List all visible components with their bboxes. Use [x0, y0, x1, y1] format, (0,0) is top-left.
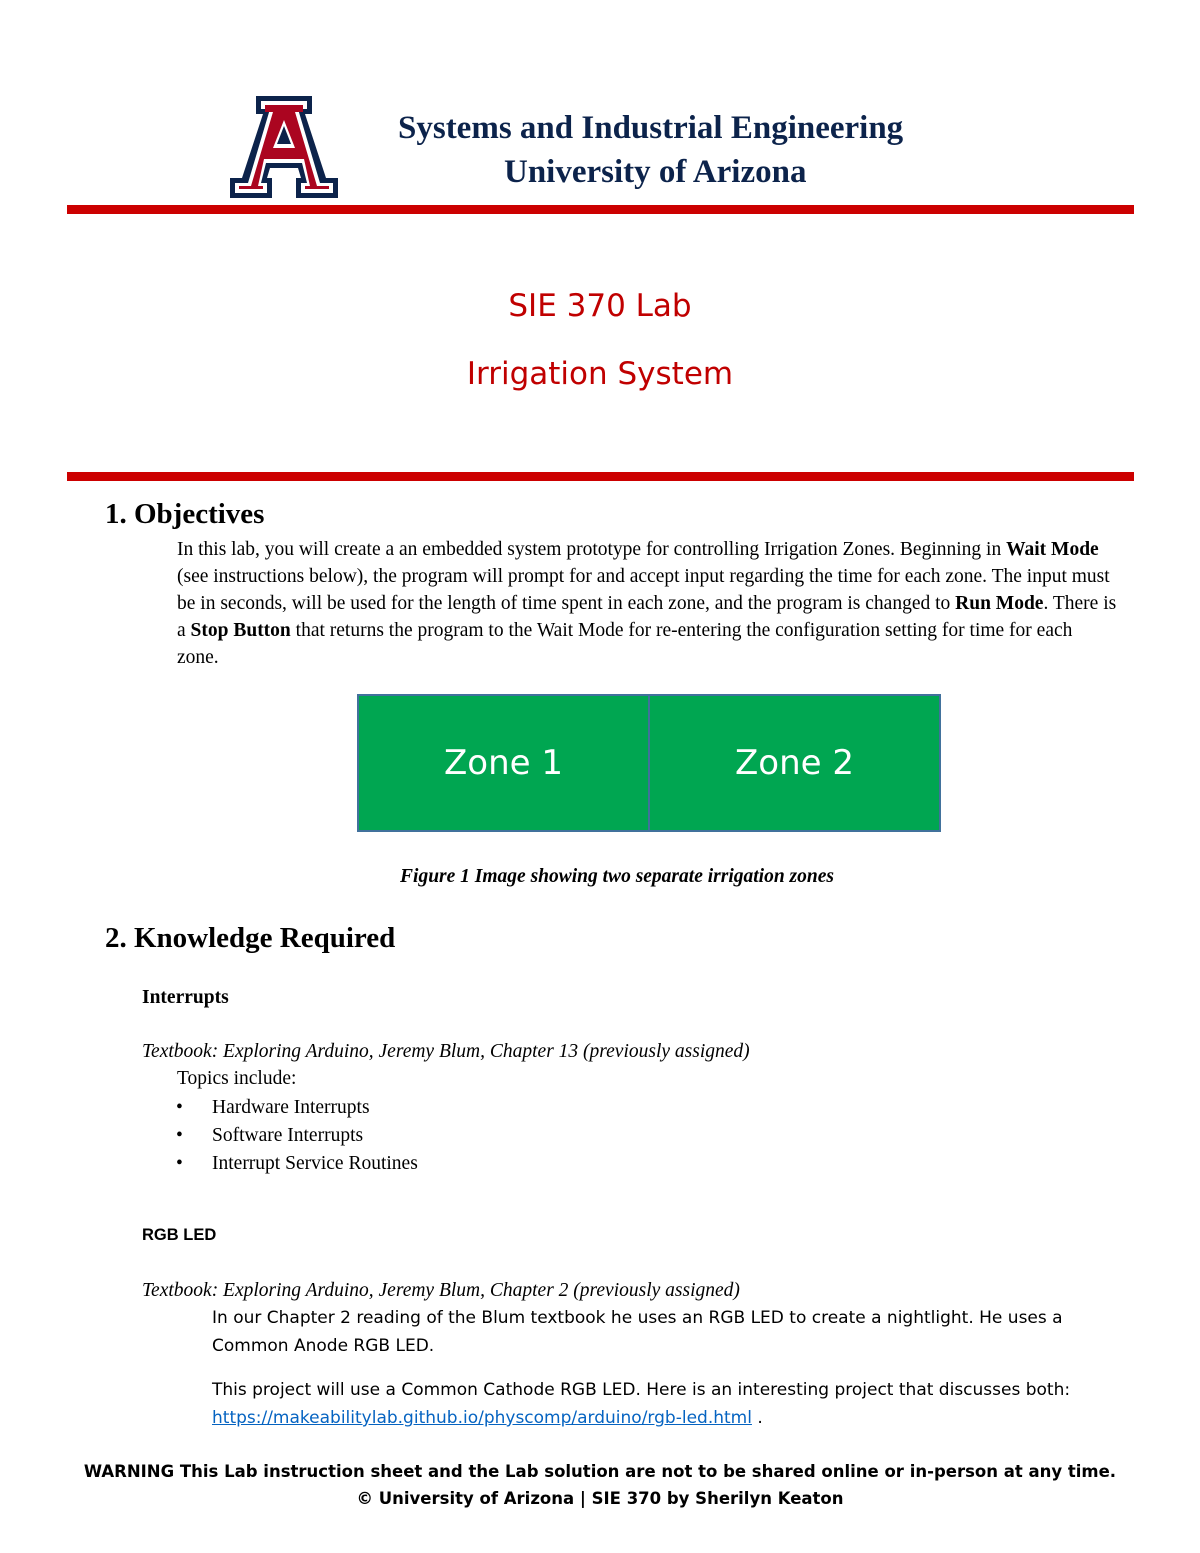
objectives-text: that returns the program to the Wait Mode for re-entering the configuration setting for time for each zone. [177, 620, 1073, 668]
university-name: University of Arizona [504, 154, 807, 190]
objectives-paragraph [177, 536, 1117, 671]
objectives-text: In this lab, you will create a an embedded system prototype for controlling Irrigation Zones. Beginning in [177, 539, 1007, 560]
subheading-interrupts: Interrupts [142, 987, 229, 1008]
link-suffix: . [751, 1408, 763, 1428]
wait-mode-term: Wait Mode [1006, 539, 1099, 560]
topics-label: Topics include: [177, 1068, 297, 1089]
bullet-icon: • [176, 1097, 183, 1118]
topic-text: Hardware Interrupts [212, 1097, 370, 1118]
list-item [172, 1094, 418, 1122]
department-name: Systems and Industrial Engineering [398, 110, 904, 146]
objectives-text: . There is a [177, 593, 1117, 641]
rgb-paragraph-1: In our Chapter 2 reading of the Blum textbook he uses an RGB LED to create a nightlight. He uses a Common Anode RGB LED. [212, 1308, 1063, 1356]
list-item [172, 1122, 418, 1150]
footer-warning: WARNING This Lab instruction sheet and the Lab solution are not to be shared online or in-person at any time. [83, 1462, 1117, 1481]
list-item [172, 1150, 418, 1178]
university-of-arizona-a-logo [228, 96, 340, 198]
section-heading-knowledge: 2. Knowledge Required [105, 922, 396, 954]
interrupts-textbook-reference: Textbook: Exploring Arduino, Jeremy Blum, Chapter 13 (previously assigned) [142, 1041, 750, 1062]
rgb-led-project-link[interactable]: https://makeabilitylab.github.io/physcomp/arduino/rgb-led.html [212, 1408, 752, 1428]
header-divider [67, 205, 1134, 214]
irrigation-zones-figure [357, 694, 941, 832]
stop-button-term: Stop Button [190, 620, 291, 641]
footer [0, 1458, 1200, 1512]
objectives-text: (see instructions below), the program will prompt for and accept input regarding the time for each zone. The input must be in seconds, will be used for the length of time spent in each zone, and the program is changed to [177, 566, 1110, 614]
rgb-textbook-reference: Textbook: Exploring Arduino, Jeremy Blum, Chapter 2 (previously assigned) [142, 1280, 740, 1301]
run-mode-term: Run Mode [955, 593, 1044, 614]
rgb-paragraph-2 [212, 1376, 1112, 1432]
bullet-icon: • [176, 1125, 183, 1146]
bullet-icon: • [176, 1153, 183, 1174]
topic-text: Software Interrupts [212, 1125, 364, 1146]
figure-caption: Figure 1 Image showing two separate irrigation zones [400, 866, 834, 887]
department-heading [398, 106, 998, 194]
course-title: SIE 370 Lab [508, 288, 692, 324]
section-heading-objectives: 1. Objectives [105, 498, 265, 530]
rgb-paragraph-2-text: This project will use a Common Cathode RGB LED. Here is an interesting project that discusses both: [212, 1380, 1071, 1400]
topics-list [172, 1094, 418, 1178]
topic-text: Interrupt Service Routines [212, 1153, 418, 1174]
title-divider [67, 472, 1134, 481]
zone-1-box: Zone 1 [359, 696, 648, 830]
zone-2-box: Zone 2 [648, 696, 939, 830]
subheading-rgb-led: RGB LED [142, 1226, 217, 1244]
footer-copyright: © University of Arizona | SIE 370 by Sherilyn Keaton [356, 1489, 844, 1508]
lab-title: Irrigation System [466, 356, 734, 392]
